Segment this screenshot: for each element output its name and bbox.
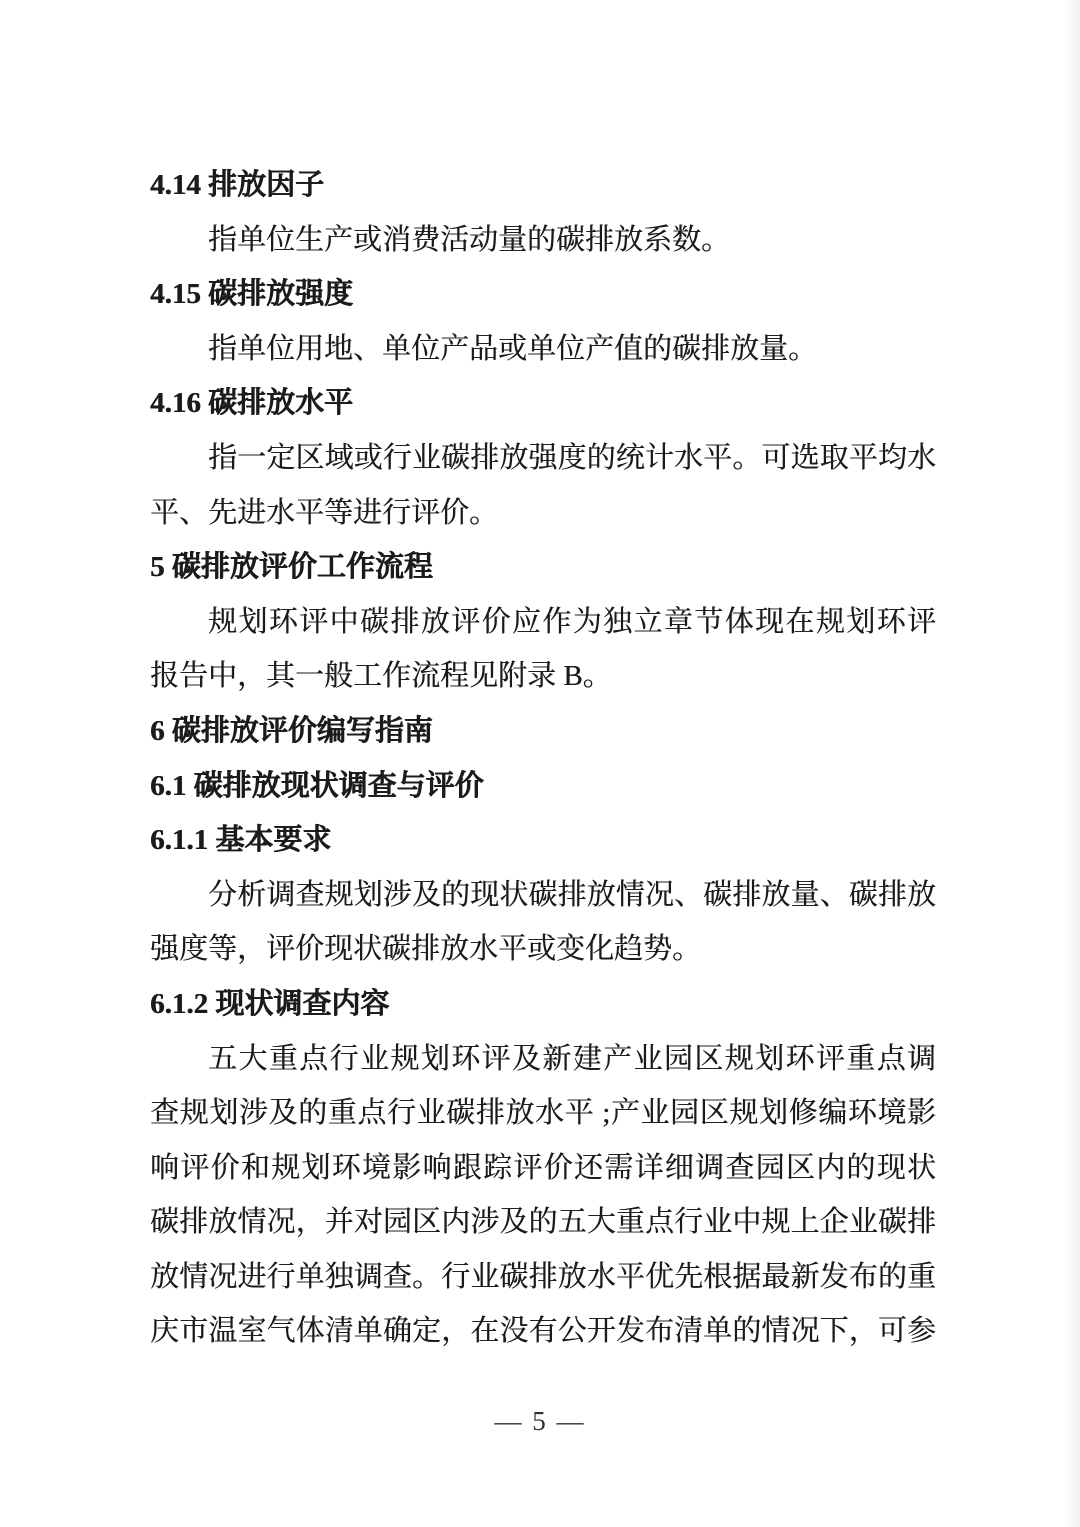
heading-6: 6 碳排放评价编写指南	[150, 714, 433, 747]
heading-6-1-2: 6.1.2 现状调查内容	[150, 987, 390, 1020]
paragraph-line: 报告中，其一般工作流程见附录 B。	[150, 660, 612, 693]
paragraph-line: 指单位用地、单位产品或单位产值的碳排放量。	[208, 332, 818, 365]
heading-4-15: 4.15 碳排放强度	[150, 278, 354, 311]
paragraph-line: 碳排放情况，并对园区内涉及的五大重点行业中规上企业碳排	[150, 1206, 936, 1239]
paragraph-line: 指单位生产或消费活动量的碳排放系数。	[208, 223, 731, 256]
heading-4-14: 4.14 排放因子	[150, 169, 325, 201]
heading-6-1-1: 6.1.1 基本要求	[150, 824, 332, 857]
paragraph-line: 庆市温室气体清单确定，在没有公开发布清单的情况下，可参	[150, 1315, 936, 1348]
heading-6-1: 6.1 碳排放现状调查与评价	[150, 769, 484, 802]
paragraph-line: 放情况进行单独调查。行业碳排放水平优先根据最新发布的重	[150, 1260, 936, 1293]
page-number: — 5 —	[494, 1406, 586, 1436]
paragraph-line: 查规划涉及的重点行业碳排放水平 ;产业园区规划修编环境影	[150, 1097, 936, 1130]
paragraph-line: 响评价和规划环境影响跟踪评价还需详细调查园区内的现状	[150, 1151, 936, 1184]
heading-4-16: 4.16 碳排放水平	[150, 387, 354, 420]
document-body	[150, 158, 936, 1359]
paragraph-line: 平、先进水平等进行评价。	[150, 496, 499, 529]
paragraph-line: 强度等，评价现状碳排放水平或变化趋势。	[150, 933, 702, 966]
paragraph-line: 五大重点行业规划环评及新建产业园区规划环评重点调	[208, 1042, 936, 1075]
paragraph-line: 指一定区域或行业碳排放强度的统计水平。可选取平均水	[208, 441, 936, 474]
paragraph-line: 规划环评中碳排放评价应作为独立章节体现在规划环评	[208, 605, 936, 638]
paragraph-line: 分析调查规划涉及的现状碳排放情况、碳排放量、碳排放	[208, 878, 936, 911]
heading-5: 5 碳排放评价工作流程	[150, 551, 433, 584]
